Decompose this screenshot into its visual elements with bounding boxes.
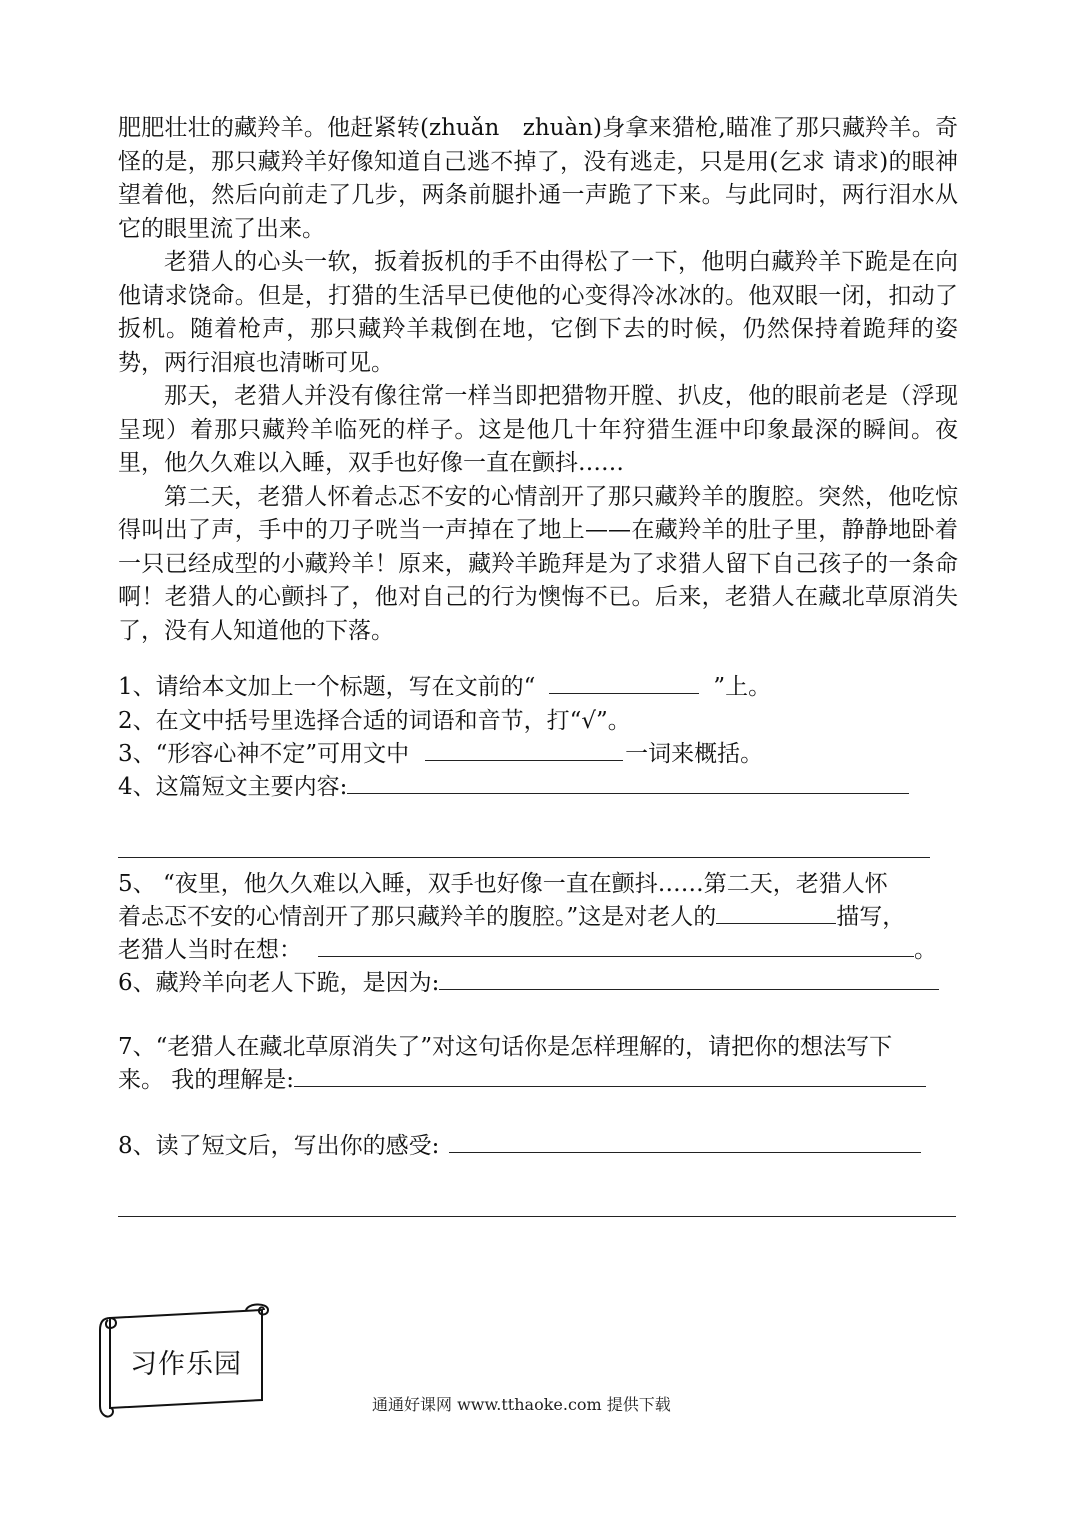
question-7-text-2: 来。 我的理解是: — [118, 1067, 295, 1093]
question-8-answer-line[interactable] — [118, 1216, 956, 1217]
question-5-line-3 — [118, 934, 958, 967]
question-7-blank[interactable] — [294, 1064, 926, 1087]
question-5-text-3-end: 。 — [914, 937, 937, 963]
passage-paragraph-2: 老猎人的心头一软，扳着扳机的手不由得松了一下，他明白藏羚羊下跪是在向他请求饶命。但是，打猎的生活早已使他的心变得冷冰冰的。他双眼一闭，扣动了扳机。随着枪声，那只藏羚羊栽倒在地，它倒下去的时候，仍然保持着跪拜的姿势，两行泪痕也清晰可见。 — [118, 249, 958, 376]
question-5-blank-2[interactable] — [318, 934, 914, 957]
question-5-text-2: 着忐忑不安的心情剖开了那只藏羚羊的腹腔。”这是对老人的 — [118, 904, 717, 930]
question-8 — [118, 1130, 958, 1163]
passage-paragraph-4: 第二天，老猎人怀着忐忑不安的心情剖开了那只藏羚羊的腹腔。突然，他吃惊得叫出了声，手中的刀子咣当一声掉在了地上——在藏羚羊的肚子里，静静地卧着一只已经成型的小藏羚羊！原来，藏羚羊跪拜是为了求猎人留下自己孩子的一条命啊！老猎人的心颤抖了，他对自己的行为懊悔不已。后来，老猎人在藏北草原消失了，没有人知道他的下落。 — [118, 483, 958, 644]
question-3 — [118, 738, 958, 771]
question-6-blank[interactable] — [439, 967, 939, 990]
question-1-blank[interactable] — [549, 671, 699, 694]
question-4 — [118, 771, 958, 804]
question-7-line-2 — [118, 1064, 958, 1097]
question-5-text-2-end: 描写， — [836, 904, 906, 930]
question-3-text-end: 一词来概括。 — [625, 741, 764, 767]
question-3-text: 3、“形容心神不定”可用文中 — [118, 741, 410, 767]
question-7-line-1 — [118, 1031, 958, 1064]
question-3-blank[interactable] — [425, 738, 623, 761]
passage-paragraph-1: 肥肥壮壮的藏羚羊。他赶紧转(zhuǎn zhuàn)身拿来猎枪,瞄准了那只藏羚羊。奇怪的是，那只藏羚羊好像知道自己逃不掉了，没有逃走，只是用(乞求 请求)的眼神望着他，然后向前走了几步，两条前腿扑通一声跪了下来。与此同时，两行泪水从它的眼里流了出来。 — [118, 115, 958, 242]
question-7-text-1: 7、“老猎人在藏北草原消失了”对这句话你是怎样理解的，请把你的想法写下 — [118, 1034, 893, 1060]
question-1-text-end: ”上。 — [713, 674, 772, 700]
reading-passage — [118, 112, 958, 648]
question-5-text-3: 老猎人当时在想： — [118, 937, 302, 963]
question-8-text: 8、读了短文后，写出你的感受: — [118, 1133, 440, 1159]
question-5-blank-1[interactable] — [716, 901, 836, 924]
question-4-blank[interactable] — [347, 771, 909, 794]
question-5-line-1 — [118, 868, 958, 901]
question-1-text: 1、请给本文加上一个标题，写在文前的“ — [118, 674, 536, 700]
question-4-text: 4、这篇短文主要内容: — [118, 774, 348, 800]
question-5-line-2 — [118, 901, 958, 934]
scroll-banner-label: 习作乐园 — [130, 1349, 242, 1380]
question-2 — [118, 705, 958, 738]
question-1 — [118, 671, 958, 704]
question-6 — [118, 967, 958, 1000]
footer-credit: 通通好课网 www.tthaoke.com 提供下载 — [372, 1395, 671, 1414]
question-6-text: 6、藏羚羊向老人下跪，是因为: — [118, 970, 440, 996]
question-8-blank[interactable] — [449, 1130, 921, 1153]
question-5-text-1: 5、 “夜里，他久久难以入睡，双手也好像一直在颤抖……第二天，老猎人怀 — [118, 871, 888, 897]
passage-paragraph-3: 那天，老猎人并没有像往常一样当即把猎物开膛、扒皮，他的眼前老是（浮现 呈现）着那只藏羚羊临死的样子。这是他几十年狩猎生涯中印象最深的瞬间。夜里，他久久难以入睡，双手也好像一直在颤抖…… — [118, 383, 958, 476]
question-2-text: 2、在文中括号里选择合适的词语和音节，打“√”。 — [118, 708, 631, 734]
question-4-answer-line[interactable] — [118, 857, 930, 858]
